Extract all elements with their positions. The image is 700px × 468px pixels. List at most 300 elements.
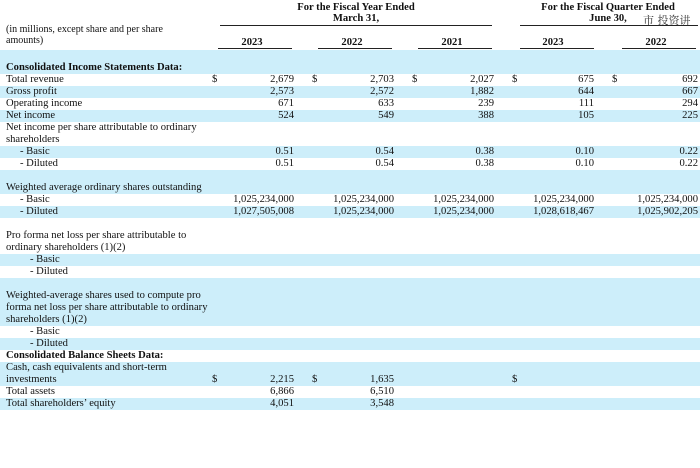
column-gap — [396, 206, 412, 218]
table-row — [0, 350, 700, 362]
column-gap — [296, 254, 312, 266]
column-gap — [296, 398, 312, 410]
value-cell: 667 — [626, 86, 700, 98]
currency-symbol — [212, 278, 226, 326]
value-cell — [526, 398, 596, 410]
currency-symbol — [312, 170, 326, 194]
column-gap — [296, 122, 312, 146]
currency-symbol — [612, 350, 626, 362]
value-cell — [626, 326, 700, 338]
value-cell: 2,215 — [226, 362, 296, 386]
value-cell — [526, 50, 596, 74]
value-cell — [426, 218, 496, 254]
currency-symbol — [312, 206, 326, 218]
table-row — [0, 170, 700, 194]
currency-symbol — [312, 350, 326, 362]
value-cell: 1,025,234,000 — [233, 194, 294, 205]
column-gap — [296, 50, 312, 74]
column-gap — [496, 266, 512, 278]
currency-symbol — [212, 170, 226, 194]
row-label: Pro forma net loss per share attributable to ordinary shareholders (1)(2) — [6, 230, 187, 253]
value-cell: 3,548 — [326, 398, 396, 410]
column-gap — [396, 266, 412, 278]
column-gap — [296, 326, 312, 338]
table-row — [0, 362, 700, 386]
value-cell: 675 — [578, 74, 594, 85]
column-gap — [396, 74, 412, 86]
value-cell — [626, 50, 700, 74]
fiscal-year-title-line1: For the Fiscal Year Ended — [297, 2, 415, 13]
currency-symbol — [612, 218, 626, 254]
row-label: Operating income — [6, 98, 83, 109]
currency-symbol — [312, 266, 326, 278]
column-gap — [596, 338, 612, 350]
row-label: Gross profit — [0, 86, 212, 98]
value-cell: 0.10 — [526, 146, 596, 158]
currency-symbol — [612, 398, 626, 410]
currency-symbol — [212, 146, 226, 158]
column-gap — [496, 194, 512, 206]
value-cell: 692 — [682, 74, 698, 85]
row-label: - Basic — [0, 254, 212, 266]
units-note: (in millions, except share and per share amounts) — [6, 24, 163, 46]
column-gap — [596, 146, 612, 158]
currency-symbol — [512, 170, 526, 194]
value-cell — [426, 326, 496, 338]
currency-symbol — [212, 218, 226, 254]
currency-symbol — [312, 398, 326, 410]
currency-symbol — [612, 194, 626, 206]
column-gap — [496, 254, 512, 266]
currency-symbol — [312, 110, 326, 122]
row-label: - Basic — [20, 194, 50, 205]
column-gap — [496, 122, 512, 146]
year-rule — [622, 48, 696, 49]
column-gap — [496, 350, 512, 362]
row-label: Consolidated Balance Sheets Data: — [6, 350, 164, 361]
column-gap — [396, 50, 412, 74]
value-cell — [526, 278, 596, 326]
table-row — [0, 158, 700, 170]
value-cell — [326, 170, 396, 194]
year-header: 2022 — [645, 37, 667, 48]
column-gap — [496, 338, 512, 350]
column-gap — [596, 170, 612, 194]
column-gap — [496, 170, 512, 194]
value-cell — [526, 362, 596, 386]
value-cell — [426, 50, 496, 74]
year-header: 2021 — [441, 37, 463, 48]
currency-symbol — [512, 398, 526, 410]
column-gap — [496, 146, 512, 158]
column-gap — [496, 50, 512, 74]
value-cell — [526, 386, 596, 398]
value-cell: 0.22 — [626, 146, 700, 158]
column-gap — [596, 194, 612, 206]
currency-symbol — [312, 98, 326, 110]
currency-symbol — [612, 110, 626, 122]
value-cell: 2,027 — [470, 74, 494, 85]
column-gap — [396, 170, 412, 194]
column-gap — [596, 326, 612, 338]
column-gap — [296, 98, 312, 110]
table-row — [0, 146, 700, 158]
column-gap — [396, 218, 412, 254]
currency-symbol — [312, 86, 326, 98]
value-cell: 0.51 — [226, 146, 296, 158]
currency-symbol — [412, 98, 426, 110]
value-cell — [626, 386, 700, 398]
column-gap — [596, 50, 612, 74]
watermark: 市 投资讲 — [643, 14, 691, 27]
currency-symbol: $ — [412, 74, 418, 85]
value-cell: 1,025,234,000 — [326, 206, 396, 218]
column-gap — [396, 338, 412, 350]
value-cell: 0.54 — [375, 158, 394, 169]
column-gap — [396, 194, 412, 206]
value-cell — [326, 50, 396, 74]
column-gap — [596, 86, 612, 98]
year-header: 2022 — [341, 37, 363, 48]
value-cell — [526, 170, 596, 194]
row-label: Net income per share attributable to ordinary shareholders — [6, 122, 197, 145]
value-cell: 0.38 — [475, 158, 494, 169]
value-cell — [226, 170, 296, 194]
currency-symbol — [212, 50, 226, 74]
value-cell — [626, 122, 700, 146]
value-cell: 239 — [478, 98, 494, 109]
column-gap — [496, 206, 512, 218]
column-gap — [396, 158, 412, 170]
currency-symbol — [312, 50, 326, 74]
row-label: Cash, cash equivalents and short-term investments — [0, 362, 212, 386]
value-cell: 0.38 — [426, 146, 496, 158]
column-gap — [596, 74, 612, 86]
currency-symbol — [312, 122, 326, 146]
currency-symbol — [212, 206, 226, 218]
value-cell — [426, 170, 496, 194]
table-row — [0, 122, 700, 146]
column-gap — [596, 110, 612, 122]
currency-symbol — [312, 218, 326, 254]
currency-symbol — [412, 206, 426, 218]
column-gap — [396, 350, 412, 362]
row-label: Consolidated Income Statements Data: — [0, 50, 212, 74]
value-cell — [526, 350, 596, 362]
table-row — [0, 206, 700, 218]
currency-symbol — [512, 158, 526, 170]
currency-symbol — [512, 266, 526, 278]
currency-symbol: $ — [212, 362, 226, 386]
value-cell: 2,573 — [226, 86, 296, 98]
column-gap — [396, 386, 412, 398]
currency-symbol — [512, 350, 526, 362]
column-gap — [596, 266, 612, 278]
currency-symbol — [212, 386, 226, 398]
column-gap — [396, 254, 412, 266]
currency-symbol — [512, 122, 526, 146]
currency-symbol — [612, 254, 626, 266]
value-cell — [426, 338, 496, 350]
currency-symbol — [612, 338, 626, 350]
value-cell: 225 — [626, 110, 700, 122]
column-gap — [396, 98, 412, 110]
year-rule — [520, 48, 594, 49]
value-cell: 633 — [378, 98, 394, 109]
table-row — [0, 326, 700, 338]
value-cell — [326, 254, 396, 266]
column-gap — [296, 86, 312, 98]
table-row — [0, 194, 700, 206]
currency-symbol — [512, 278, 526, 326]
value-cell: 294 — [682, 98, 698, 109]
currency-symbol — [512, 110, 526, 122]
column-gap — [296, 206, 312, 218]
currency-symbol — [212, 158, 226, 170]
table-row — [0, 278, 700, 326]
row-label: Weighted average ordinary shares outstanding — [0, 170, 212, 194]
currency-symbol — [412, 218, 426, 254]
value-cell: 0.22 — [679, 158, 698, 169]
currency-symbol — [612, 86, 626, 98]
currency-symbol — [612, 266, 626, 278]
value-cell — [226, 50, 296, 74]
value-cell — [426, 362, 496, 386]
currency-symbol — [412, 362, 426, 386]
row-label: Total shareholders’ equity — [0, 398, 212, 410]
currency-symbol: $ — [612, 74, 618, 85]
column-gap — [296, 110, 312, 122]
year-rule — [318, 48, 392, 49]
value-cell: 4,051 — [226, 398, 296, 410]
value-cell: 1,028,618,467 — [526, 206, 596, 218]
column-gap — [296, 170, 312, 194]
value-cell: 0.51 — [275, 158, 294, 169]
currency-symbol — [412, 278, 426, 326]
row-label: - Basic — [0, 146, 212, 158]
currency-symbol — [212, 110, 226, 122]
financial-data-table — [0, 50, 700, 410]
column-gap — [296, 278, 312, 326]
column-gap — [496, 86, 512, 98]
value-cell: 1,027,505,008 — [226, 206, 296, 218]
column-gap — [396, 122, 412, 146]
table-row — [0, 266, 700, 278]
value-cell: 671 — [278, 98, 294, 109]
currency-symbol — [612, 278, 626, 326]
table-row — [0, 86, 700, 98]
value-cell — [426, 278, 496, 326]
currency-symbol — [412, 86, 426, 98]
currency-symbol — [512, 50, 526, 74]
currency-symbol: $ — [512, 74, 518, 85]
value-cell: 1,025,234,000 — [433, 194, 494, 205]
currency-symbol — [512, 194, 526, 206]
value-cell — [226, 122, 296, 146]
value-cell — [626, 266, 700, 278]
value-cell — [526, 338, 596, 350]
value-cell: 2,703 — [370, 74, 394, 85]
value-cell: 1,025,234,000 — [426, 206, 496, 218]
value-cell — [426, 398, 496, 410]
value-cell — [626, 278, 700, 326]
value-cell — [226, 338, 296, 350]
column-gap — [596, 98, 612, 110]
currency-symbol — [312, 146, 326, 158]
currency-symbol — [212, 266, 226, 278]
fiscal-year-rule — [220, 25, 492, 26]
currency-symbol — [512, 146, 526, 158]
value-cell — [226, 218, 296, 254]
column-gap — [396, 398, 412, 410]
column-gap — [296, 338, 312, 350]
column-gap — [596, 398, 612, 410]
column-gap — [296, 218, 312, 254]
table-row — [0, 338, 700, 350]
value-cell: 0.10 — [575, 158, 594, 169]
column-gap — [496, 74, 512, 86]
column-gap — [496, 98, 512, 110]
currency-symbol — [412, 350, 426, 362]
column-gap — [596, 254, 612, 266]
column-gap — [596, 362, 612, 386]
column-gap — [396, 278, 412, 326]
year-header: 2023 — [241, 37, 263, 48]
currency-symbol — [412, 110, 426, 122]
currency-symbol — [512, 326, 526, 338]
currency-symbol — [212, 86, 226, 98]
currency-symbol — [612, 146, 626, 158]
value-cell: 1,635 — [326, 362, 396, 386]
value-cell — [326, 350, 396, 362]
column-gap — [496, 278, 512, 326]
currency-symbol — [312, 194, 326, 206]
currency-symbol — [212, 338, 226, 350]
value-cell — [526, 266, 596, 278]
currency-symbol — [512, 218, 526, 254]
year-rule — [218, 48, 292, 49]
currency-symbol — [312, 278, 326, 326]
value-cell — [626, 170, 700, 194]
currency-symbol — [212, 350, 226, 362]
value-cell — [226, 278, 296, 326]
table-row — [0, 98, 700, 110]
column-gap — [496, 386, 512, 398]
currency-symbol — [412, 338, 426, 350]
table-header — [0, 0, 700, 50]
fiscal-year-group-title — [220, 2, 492, 24]
currency-symbol — [412, 194, 426, 206]
currency-symbol — [412, 158, 426, 170]
currency-symbol — [212, 98, 226, 110]
row-label: Total revenue — [6, 74, 64, 85]
value-cell — [526, 218, 596, 254]
value-cell: 1,025,902,205 — [626, 206, 700, 218]
value-cell — [626, 398, 700, 410]
column-gap — [496, 362, 512, 386]
value-cell: 388 — [426, 110, 496, 122]
fiscal-quarter-title-line1: For the Fiscal Quarter Ended — [541, 2, 675, 13]
column-gap — [396, 110, 412, 122]
currency-symbol — [312, 158, 326, 170]
column-gap — [596, 158, 612, 170]
column-gap — [496, 398, 512, 410]
row-label: - Diluted — [30, 266, 68, 277]
value-cell — [426, 254, 496, 266]
value-cell — [326, 218, 396, 254]
column-gap — [496, 158, 512, 170]
currency-symbol — [212, 326, 226, 338]
currency-symbol — [612, 326, 626, 338]
value-cell: 6,510 — [370, 386, 394, 397]
currency-symbol — [512, 338, 526, 350]
value-cell: 1,025,234,000 — [533, 194, 594, 205]
column-gap — [396, 86, 412, 98]
column-gap — [496, 218, 512, 254]
table-row — [0, 386, 700, 398]
column-gap — [296, 146, 312, 158]
value-cell — [326, 266, 396, 278]
value-cell: 111 — [578, 98, 594, 109]
value-cell: 0.54 — [326, 146, 396, 158]
column-gap — [296, 74, 312, 86]
currency-symbol — [612, 362, 626, 386]
column-gap — [296, 194, 312, 206]
column-gap — [496, 326, 512, 338]
value-cell: 1,882 — [426, 86, 496, 98]
column-gap — [396, 362, 412, 386]
currency-symbol — [412, 254, 426, 266]
row-label: Total assets — [6, 386, 55, 397]
currency-symbol — [312, 254, 326, 266]
value-cell — [526, 254, 596, 266]
column-gap — [296, 350, 312, 362]
column-gap — [596, 386, 612, 398]
currency-symbol — [512, 206, 526, 218]
column-gap — [396, 146, 412, 158]
currency-symbol — [512, 254, 526, 266]
value-cell: 644 — [526, 86, 596, 98]
row-label: - Diluted — [20, 158, 58, 169]
currency-symbol — [612, 206, 626, 218]
currency-symbol: $ — [512, 362, 526, 386]
row-label: Weighted-average shares used to compute pro forma net loss per share attributable to ordinary shareholders (1)(2) — [0, 278, 212, 326]
column-gap — [496, 110, 512, 122]
currency-symbol — [512, 386, 526, 398]
currency-symbol — [612, 98, 626, 110]
fiscal-year-title-line2: March 31, — [332, 13, 380, 24]
value-cell — [326, 338, 396, 350]
currency-symbol — [212, 254, 226, 266]
table-row — [0, 50, 700, 74]
value-cell — [326, 278, 396, 326]
currency-symbol: $ — [312, 74, 318, 85]
value-cell — [526, 122, 596, 146]
value-cell: 1,025,234,000 — [637, 194, 698, 205]
currency-symbol — [612, 158, 626, 170]
row-label: - Diluted — [0, 206, 212, 218]
currency-symbol — [412, 170, 426, 194]
currency-symbol — [612, 386, 626, 398]
value-cell — [326, 122, 396, 146]
column-gap — [596, 350, 612, 362]
row-label: - Diluted — [0, 338, 212, 350]
column-gap — [596, 206, 612, 218]
currency-symbol — [412, 326, 426, 338]
currency-symbol — [212, 122, 226, 146]
value-cell — [226, 350, 296, 362]
value-cell: 105 — [526, 110, 596, 122]
